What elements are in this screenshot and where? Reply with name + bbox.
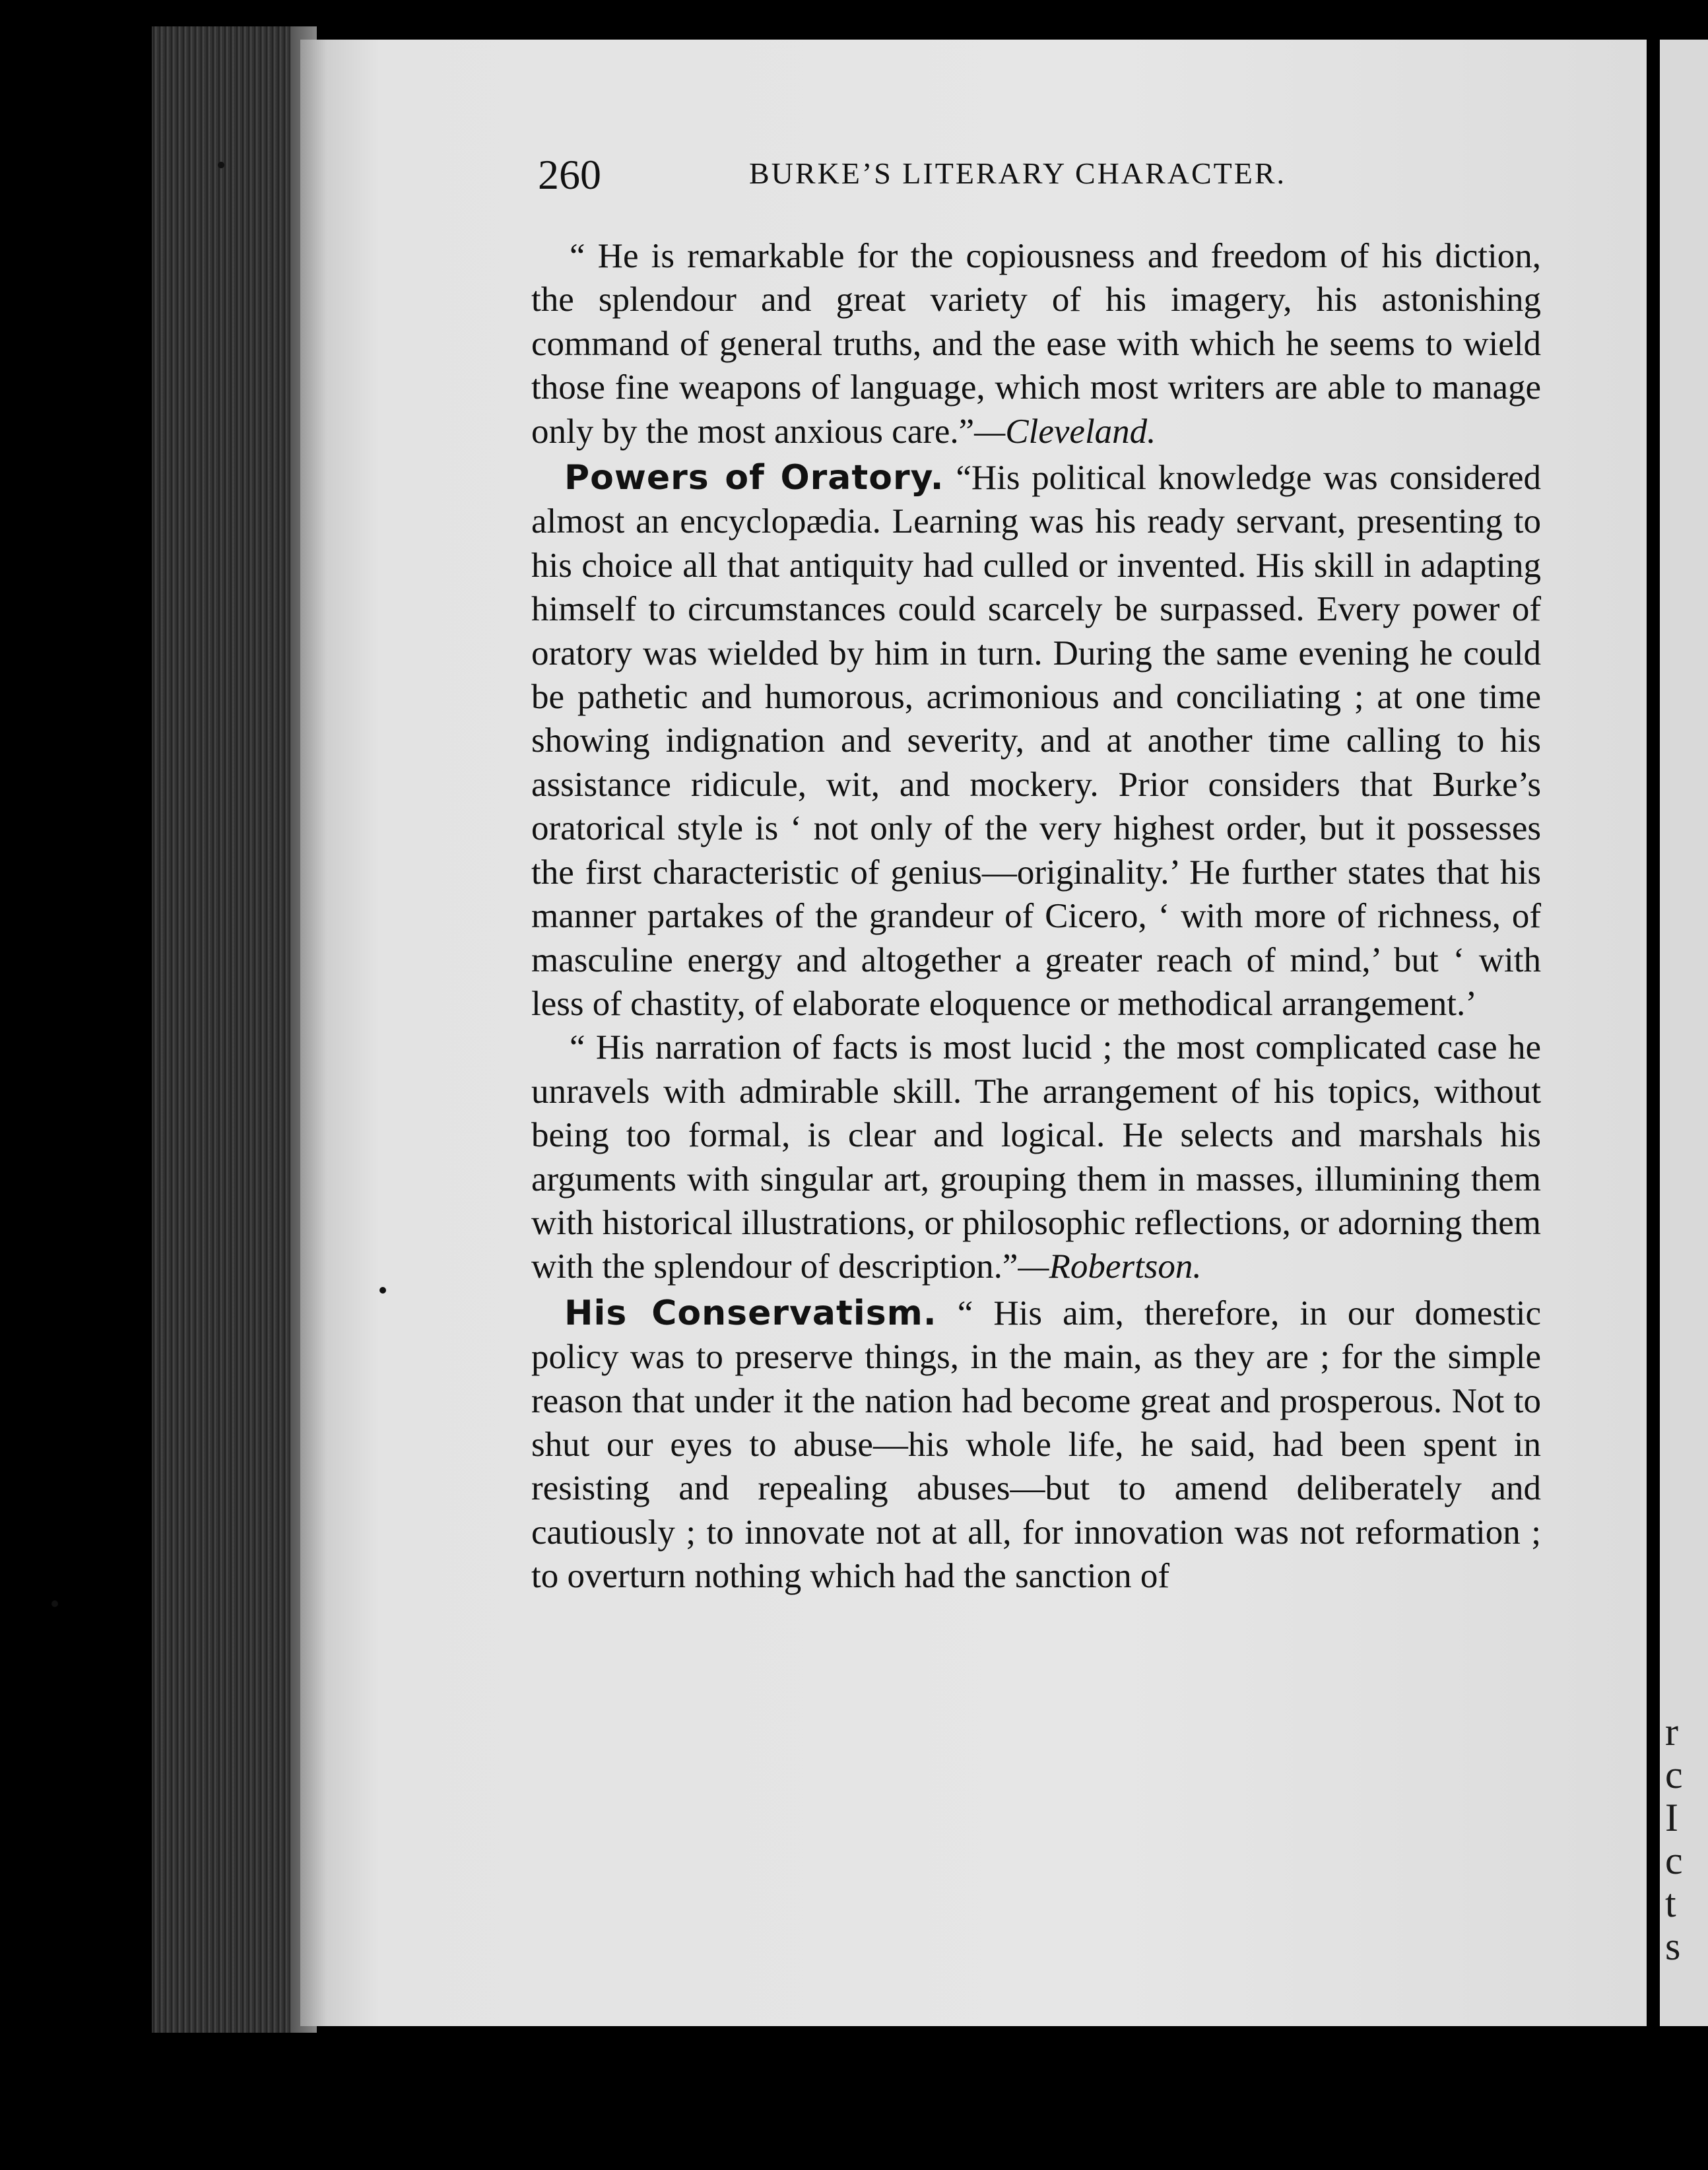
paragraph-text: “ His aim, therefore, in our domestic policy was to preserve things, in the main, as they are ; for the simple reason that under it the nation had become great and prosperous. Not to shut our eyes to abuse—his whole life, he said, had been spent in resisting and repealing abuses—but to amend deliberately and cautiously ; to innovate not at all, for innovation was not reformation ; to overturn nothing which had the sanction of xyxy=(531,1294,1542,1596)
facing-page-fragment: c xyxy=(1665,1753,1683,1796)
section-heading: His Conservatism. xyxy=(564,1293,937,1333)
facing-page-edge xyxy=(1660,40,1708,2026)
facing-page-fragment: r xyxy=(1665,1710,1678,1754)
book-page-edges xyxy=(152,26,317,2033)
facing-page-fragment: t xyxy=(1665,1882,1676,1925)
body-text xyxy=(531,234,1541,1598)
section-heading: Powers of Oratory. xyxy=(564,458,944,498)
paragraph-text: “His political knowledge was considered almost an encyclopædia. Learning was his ready servant, presenting to his choice all that antiquity had culled or invented. His skill in adapting himself to circumstances could scarcely be surpassed. Every power of oratory was wielded by him in turn. During the same evening he could be pathetic and humorous, acrimonious and conciliating ; at one time showing indignation and severity, and at another time calling to his assistance ridicule, wit, and mockery. Prior considers that Burke’s oratorical style is ‘ not only of the very highest order, but it possesses the first characteristic of genius—originality.’ He further states that his manner partakes of the grandeur of Cicero, ‘ with more of richness, of masculine energy and altogether a greater reach of mind,’ but ‘ with less of chastity, of elaborate eloquence or methodical arrangement.’ xyxy=(531,459,1541,1023)
facing-page-fragment: s xyxy=(1665,1924,1681,1968)
running-head: BURKE’S LITERARY CHARACTER. xyxy=(749,156,1287,190)
facing-page-fragment: c xyxy=(1665,1839,1683,1882)
scan-speck xyxy=(218,162,224,168)
scan-speck xyxy=(51,1600,58,1607)
paragraph xyxy=(531,234,1541,453)
paragraph-text: “ He is remarkable for the copiousness and freedom of his diction, the splendour and great variety of his imagery, his astonishing command of general truths, and the ease with which he seems to wield those fine weapons of language, which most writers are able to manage only by the most anxious care.” xyxy=(531,237,1541,451)
attribution: —Robertson. xyxy=(1018,1247,1202,1286)
paragraph xyxy=(531,1292,1541,1598)
facing-page-fragment: I xyxy=(1665,1796,1678,1839)
scan-speck xyxy=(379,1287,386,1294)
paragraph xyxy=(531,1026,1541,1288)
paragraph xyxy=(531,456,1541,1026)
page-header xyxy=(538,150,1541,210)
attribution: —Cleveland. xyxy=(974,412,1156,451)
paragraph-text: “ His narration of facts is most lucid ; the most complicated case he unravels with admirable skill. The arrangement of his topics, without being too formal, is clear and logical. He selects and marshals his arguments with singular art, grouping them in masses, illumining them with historical illustrations, or philosophic reflections, or adorning them with the splendour of description.” xyxy=(531,1028,1541,1286)
page-number: 260 xyxy=(538,151,601,198)
